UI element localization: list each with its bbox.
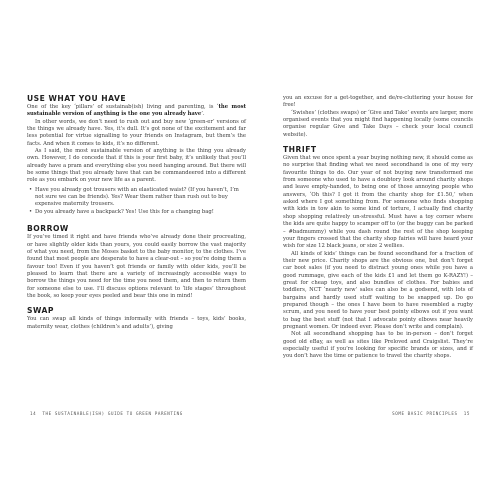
paragraph: [27, 104, 246, 119]
paragraph: You can swap all kinds of things informally with friends – toys, kids’ books, maternity wear, clothes (children’s and adults’), giving: [27, 316, 246, 330]
right-page-column: [283, 95, 473, 361]
right-page-footer: [380, 411, 473, 416]
left-page-footer: [27, 411, 246, 416]
paragraph: In other words, we don’t need to rush out and buy new ‘green-er’ versions of the things we already have. Yes, it’s dull. It’s got none of the excitement and far less potential for virtue signalling to your friends on Instagram, but them’s the facts. And when it comes to kids, it’s no different.: [27, 118, 246, 147]
page-number: 15: [463, 411, 470, 416]
section-heading-swap: SWAP: [27, 306, 54, 316]
page-number: 14: [30, 411, 37, 416]
paragraph: you an excuse for a get-together, and de/re-cluttering your house for free!: [283, 95, 473, 109]
list-item: • Have you already got trousers with an elasticated waist? (If you haven’t, I’m not sure we can be friends). Yes? Wear them rather than rush out to buy expensive maternity trousers.: [27, 187, 246, 209]
list-item: • Do you already have a backpack? Yes! Use this for a changing bag!: [27, 209, 246, 216]
text-run: One of the key ‘pillars’ of sustainab(ish) living and parenting, is ‘: [27, 104, 219, 110]
running-title: THE SUSTAINABLE(ISH) GUIDE TO GREEN PARENTING: [42, 411, 183, 416]
running-title: SOME BASIC PRINCIPLES: [392, 411, 458, 416]
section-heading-borrow: BORROW: [27, 224, 69, 234]
paragraph: As I said, the most sustainable version of anything is the thing you already own. However, I do concede that if this is your first baby, it’s unlikely that you’ll already have a pram and everything else you need hanging around. But there will be some things that you already have that can be commandeered into a different role as you embark on your new life as a parent.: [27, 148, 246, 184]
bold-quote: the most sustainable version of anything is the one you already have: [27, 104, 246, 118]
paragraph: Not all secondhand shopping has to be in-person – don’t forget good old eBay, as well as sites like Preloved and Craigslist. They’re especially useful if you’re looking for specific brands or sizes, and if you don’t have the time or patience to travel the charity shops.: [283, 331, 473, 360]
section-heading-use-what-you-have: USE WHAT YOU HAVE: [27, 94, 127, 103]
paragraph: All kinds of kids’ things can be found secondhand for a fraction of their new price. Charity shops are the obvious one, but don’t forget car boot sales (if you need to distract young ones while you have a good rummage, give each of the kids £1 and let them go K-RAZY!) – great for cheap toys, and also bundles of clothes. For babies and toddlers, NCT ‘nearly new’ sales can also be a godsend, with lots of bargains and hardly used stuff waiting to be snapped up. Do go prepared though – the ones I have been to have resembled a rugby scrum, and you need to have your best pointy elbows out if you want to bag the best stuff (not that I advocate pointy elbows near heavily pregnant women. Or indeed ever. Please don’t write and complain).: [283, 250, 473, 330]
paragraph: Given that we once spent a year buying nothing new, it should come as no surprise that finding what we need secondhand is one of my very favourite things to do. Our year of not buying new transformed me from someone who used to have a doubtory look around charity shops and leave empty-handed, to being one of those annoying people who answers, ‘Oh this? I got it from the charity shop for £1.50,’ when asked where I got something from. For someone who finds shopping with kids in tow akin to some kind of torture, I actually find charity shop shopping relatively un-stressful. Must have a toy corner where the kids are quite happy to scamper off to (or the buggy can be parked – #badmummy) while you dash round the rest of the shop keeping your fingers crossed that the charity shop fairies will have heard your wish for size 12 black jeans, or size 2 wellies.: [283, 155, 473, 250]
section-heading-thrift: THRIFT: [283, 145, 317, 155]
paragraph: ‘Swishes’ (clothes swaps) or ‘Give and Take’ events are larger, more organised events that you might find happening locally (some councils organise regular Give and Take Days – check your local council website).: [283, 109, 473, 138]
text-run: ’.: [201, 111, 205, 118]
bullet-list: [27, 187, 246, 216]
paragraph: If you’ve timed it right and have friends who’ve already done their procreating, or have slightly older kids than yours, you could easily borrow the vast majority of what you need, from the Moses basket to the baby monitor, to the clothes. I’ve found that most people are desperate to have a clear-out – so you’re doing them a favour too! Even if you haven’t got friends or family with older kids, you’ll be pleased to learn that there are a variety of increasingly accessible ways to borrow the things you need for the time you need them, and then to return them for someone else to use. I’ll discuss options relevant to ‘life stages’ throughout the book, so keep your eyes peeled and bear this one in mind!: [27, 234, 246, 299]
left-page-column: [27, 95, 246, 331]
